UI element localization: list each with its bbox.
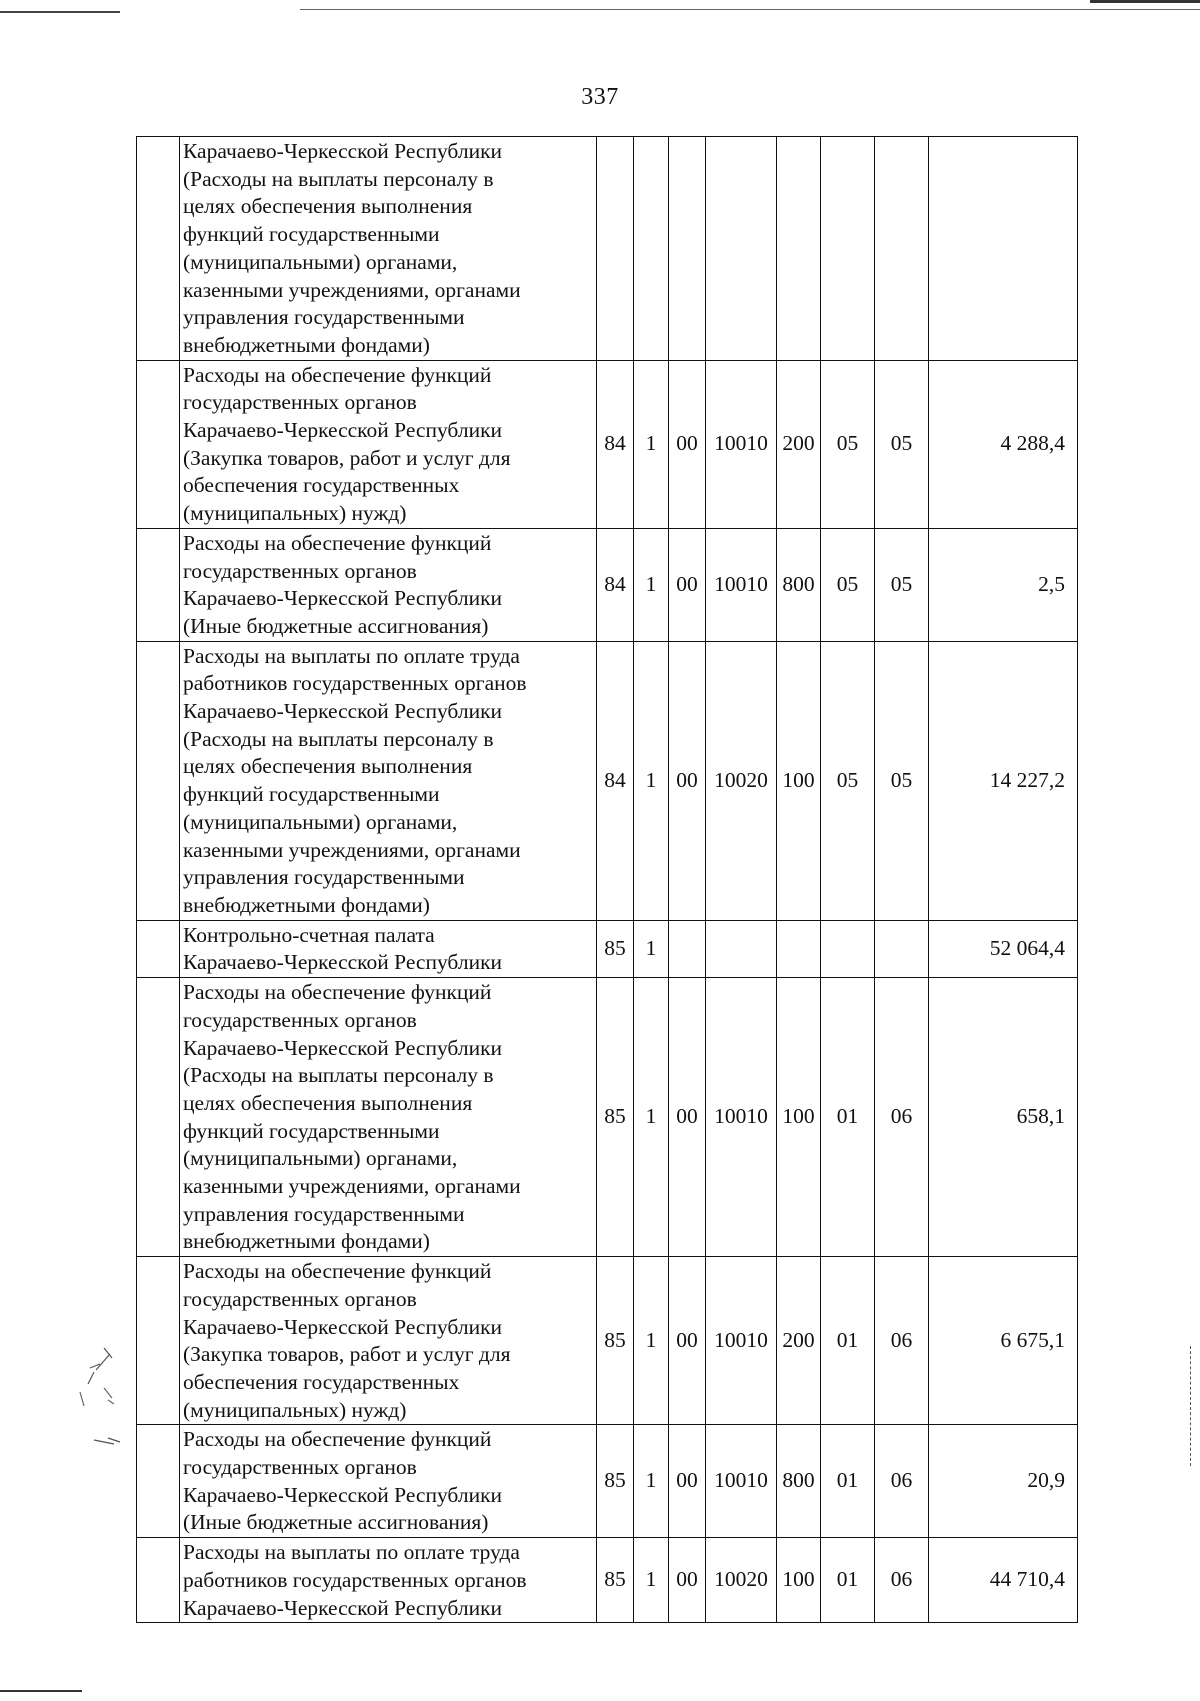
expense-type-cell: 200 — [777, 1257, 821, 1425]
description-line: Карачаево-Черкесской Республики — [183, 139, 503, 163]
description-line: Расходы на обеспечение функций — [183, 530, 492, 555]
description-line: внебюджетными фондами) — [183, 892, 430, 917]
amount-cell: 44 710,4 — [929, 1538, 1078, 1623]
subprogram-code-cell: 00 — [669, 360, 706, 528]
section-cell: 01 — [821, 1538, 875, 1623]
section-cell: 01 — [821, 1257, 875, 1425]
description-line: казенными учреждениями, органами — [183, 277, 521, 302]
description-line: казенными учреждениями, органами — [183, 1174, 521, 1199]
table-row — [137, 137, 1078, 361]
description-line: управления государственными — [183, 1201, 465, 1226]
description-line: работников государственных органов — [183, 1567, 527, 1592]
scan-edge-bottom — [0, 1690, 82, 1692]
section-cell: 05 — [821, 641, 875, 920]
row-number-cell — [137, 1538, 180, 1623]
subprogram-code-cell: 00 — [669, 1538, 706, 1623]
direction-code-cell: 10010 — [706, 978, 777, 1257]
expense-type-cell — [777, 920, 821, 977]
subprogram-code-cell: 00 — [669, 641, 706, 920]
description-line: (Расходы на выплаты персоналу в — [183, 1063, 494, 1088]
amount-cell: 52 064,4 — [929, 920, 1078, 977]
row-number-cell — [137, 641, 180, 920]
program-code-cell: 1 — [634, 641, 669, 920]
expense-type-cell: 800 — [777, 528, 821, 641]
margin-mark-right — [1190, 1346, 1193, 1466]
expense-type-cell: 200 — [777, 360, 821, 528]
row-number-cell — [137, 978, 180, 1257]
subprogram-code-cell — [669, 137, 706, 361]
description-line: функций государственными — [183, 222, 440, 247]
subprogram-code-cell: 00 — [669, 1425, 706, 1538]
description-line: Карачаево-Черкесской Республики — [183, 1035, 503, 1060]
direction-code-cell: 10020 — [706, 641, 777, 920]
description-line: государственных органов — [183, 1455, 417, 1480]
ministry-code-cell: 85 — [597, 978, 634, 1257]
expense-type-cell: 100 — [777, 978, 821, 1257]
description-cell — [180, 1538, 597, 1623]
description-line: государственных органов — [183, 558, 417, 583]
expense-type-cell — [777, 137, 821, 361]
description-line: Карачаево-Черкесской Республики — [183, 950, 503, 975]
amount-cell: 4 288,4 — [929, 360, 1078, 528]
description-line: целях обеспечения выполнения — [183, 754, 473, 779]
program-code-cell: 1 — [634, 1257, 669, 1425]
description-line: Расходы на обеспечение функций — [183, 980, 492, 1005]
ministry-code-cell: 85 — [597, 920, 634, 977]
amount-cell: 6 675,1 — [929, 1257, 1078, 1425]
row-number-cell — [137, 528, 180, 641]
description-line: работников государственных органов — [183, 671, 527, 696]
subprogram-code-cell: 00 — [669, 528, 706, 641]
description-line: (муниципальными) органами, — [183, 249, 458, 274]
subsection-cell: 06 — [875, 1425, 929, 1538]
program-code-cell: 1 — [634, 360, 669, 528]
section-cell: 05 — [821, 360, 875, 528]
subsection-cell: 05 — [875, 641, 929, 920]
description-line: Карачаево-Черкесской Республики — [183, 1314, 503, 1339]
ministry-code-cell: 84 — [597, 641, 634, 920]
table-row — [137, 1425, 1078, 1538]
ministry-code-cell: 84 — [597, 360, 634, 528]
direction-code-cell — [706, 920, 777, 977]
ministry-code-cell — [597, 137, 634, 361]
subsection-cell: 05 — [875, 360, 929, 528]
description-line: Карачаево-Черкесской Республики — [183, 1595, 503, 1620]
description-line: функций государственными — [183, 782, 440, 807]
description-line: целях обеспечения выполнения — [183, 1090, 473, 1115]
description-line: управления государственными — [183, 865, 465, 890]
description-line: (муниципальных) нужд) — [183, 1397, 407, 1422]
description-cell — [180, 1257, 597, 1425]
ministry-code-cell: 85 — [597, 1257, 634, 1425]
description-cell — [180, 137, 597, 361]
program-code-cell — [634, 137, 669, 361]
row-number-cell — [137, 1257, 180, 1425]
description-line: (Расходы на выплаты персоналу в — [183, 166, 494, 191]
description-line: управления государственными — [183, 305, 465, 330]
amount-cell: 2,5 — [929, 528, 1078, 641]
row-number-cell — [137, 360, 180, 528]
description-line: (муниципальными) органами, — [183, 809, 458, 834]
direction-code-cell: 10010 — [706, 1425, 777, 1538]
description-line: Карачаево-Черкесской Республики — [183, 418, 503, 443]
description-line: государственных органов — [183, 1286, 417, 1311]
subprogram-code-cell: 00 — [669, 978, 706, 1257]
subsection-cell: 06 — [875, 978, 929, 1257]
amount-cell: 14 227,2 — [929, 641, 1078, 920]
table-row — [137, 920, 1078, 977]
description-line: Контрольно-счетная палата — [183, 922, 435, 947]
description-line: целях обеспечения выполнения — [183, 194, 473, 219]
table-row — [137, 1257, 1078, 1425]
description-cell — [180, 978, 597, 1257]
description-line: государственных органов — [183, 1007, 417, 1032]
description-line: Карачаево-Черкесской Республики — [183, 1482, 503, 1507]
section-cell — [821, 137, 875, 361]
expense-type-cell: 800 — [777, 1425, 821, 1538]
description-line: (муниципальными) органами, — [183, 1146, 458, 1171]
page-number: 337 — [581, 84, 619, 110]
table-row — [137, 978, 1078, 1257]
description-line: Расходы на обеспечение функций — [183, 1427, 492, 1452]
direction-code-cell: 10020 — [706, 1538, 777, 1623]
row-number-cell — [137, 920, 180, 977]
table-body — [137, 137, 1078, 1623]
subsection-cell — [875, 920, 929, 977]
direction-code-cell: 10010 — [706, 1257, 777, 1425]
description-line: (муниципальных) нужд) — [183, 501, 407, 526]
program-code-cell: 1 — [634, 1425, 669, 1538]
direction-code-cell: 10010 — [706, 360, 777, 528]
expense-type-cell: 100 — [777, 641, 821, 920]
scan-edge-top — [0, 0, 1200, 13]
description-cell — [180, 360, 597, 528]
description-cell — [180, 920, 597, 977]
row-number-cell — [137, 1425, 180, 1538]
description-line: Расходы на обеспечение функций — [183, 1259, 492, 1284]
description-line: (Закупка товаров, работ и услуг для — [183, 1342, 511, 1367]
amount-cell: 658,1 — [929, 978, 1078, 1257]
direction-code-cell: 10010 — [706, 528, 777, 641]
ministry-code-cell: 84 — [597, 528, 634, 641]
program-code-cell: 1 — [634, 528, 669, 641]
subsection-cell: 06 — [875, 1538, 929, 1623]
description-line: Расходы на выплаты по оплате труда — [183, 643, 520, 668]
description-line: обеспечения государственных — [183, 1369, 460, 1394]
section-cell: 01 — [821, 978, 875, 1257]
section-cell: 05 — [821, 528, 875, 641]
description-cell — [180, 528, 597, 641]
amount-cell: 20,9 — [929, 1425, 1078, 1538]
subsection-cell — [875, 137, 929, 361]
ministry-code-cell: 85 — [597, 1538, 634, 1623]
description-line: функций государственными — [183, 1118, 440, 1143]
table-row — [137, 1538, 1078, 1623]
expense-type-cell: 100 — [777, 1538, 821, 1623]
description-line: Расходы на выплаты по оплате труда — [183, 1540, 520, 1565]
budget-table — [136, 136, 1078, 1623]
ministry-code-cell: 85 — [597, 1425, 634, 1538]
description-line: (Расходы на выплаты персоналу в — [183, 726, 494, 751]
table-row — [137, 641, 1078, 920]
table-row — [137, 360, 1078, 528]
margin-scribble — [74, 1340, 134, 1460]
description-line: Карачаево-Черкесской Республики — [183, 586, 503, 611]
section-cell: 01 — [821, 1425, 875, 1538]
subsection-cell: 05 — [875, 528, 929, 641]
description-line: обеспечения государственных — [183, 473, 460, 498]
subprogram-code-cell: 00 — [669, 1257, 706, 1425]
direction-code-cell — [706, 137, 777, 361]
description-cell — [180, 1425, 597, 1538]
description-line: внебюджетными фондами) — [183, 1229, 430, 1254]
subprogram-code-cell — [669, 920, 706, 977]
description-cell — [180, 641, 597, 920]
description-line: (Иные бюджетные ассигнования) — [183, 1510, 489, 1535]
description-line: Карачаево-Черкесской Республики — [183, 699, 503, 724]
section-cell — [821, 920, 875, 977]
amount-cell — [929, 137, 1078, 361]
description-line: Расходы на обеспечение функций — [183, 362, 492, 387]
description-line: казенными учреждениями, органами — [183, 837, 521, 862]
program-code-cell: 1 — [634, 1538, 669, 1623]
description-line: государственных органов — [183, 390, 417, 415]
description-line: (Иные бюджетные ассигнования) — [183, 613, 489, 638]
table-row — [137, 528, 1078, 641]
program-code-cell: 1 — [634, 920, 669, 977]
row-number-cell — [137, 137, 180, 361]
subsection-cell: 06 — [875, 1257, 929, 1425]
program-code-cell: 1 — [634, 978, 669, 1257]
description-line: (Закупка товаров, работ и услуг для — [183, 445, 511, 470]
description-line: внебюджетными фондами) — [183, 332, 430, 357]
